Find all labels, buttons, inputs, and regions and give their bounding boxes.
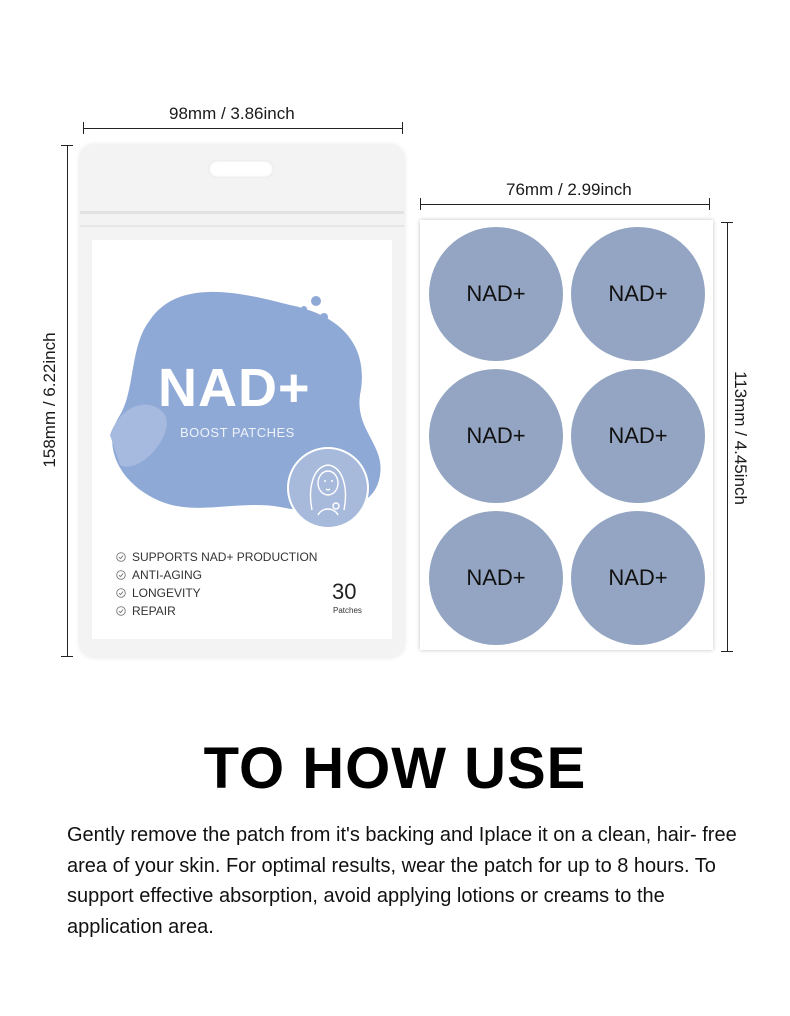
- sheet-width-label: 76mm / 2.99inch: [506, 180, 632, 199]
- feature-label: ANTI-AGING: [132, 568, 203, 582]
- sheet-width-line: [420, 204, 710, 205]
- check-circle-icon: [116, 606, 126, 616]
- patch-circle: NAD+: [571, 511, 705, 645]
- feature-item: [116, 566, 317, 584]
- feature-item: [116, 584, 317, 602]
- patch-circle: NAD+: [571, 369, 705, 503]
- patch-count: 30: [332, 579, 357, 604]
- sheet-width-tick-right: [709, 198, 710, 210]
- product-pouch: [80, 145, 404, 657]
- patch-circle: NAD+: [429, 511, 563, 645]
- feature-list: [116, 548, 317, 620]
- pouch-width-tick-right: [402, 122, 403, 134]
- droplet-icon: [320, 313, 328, 321]
- patch-circle: NAD+: [429, 369, 563, 503]
- check-circle-icon: [116, 552, 126, 562]
- sheet-height-line: [727, 222, 728, 652]
- check-circle-icon: [116, 570, 126, 580]
- sheet-height-tick-bottom: [721, 651, 733, 652]
- patch-circle: NAD+: [571, 227, 705, 361]
- patch-circle: NAD+: [429, 227, 563, 361]
- sheet-height-label: 113mm / 4.45inch: [731, 371, 750, 505]
- pouch-height-tick-bottom: [61, 656, 73, 657]
- usage-heading: TO HOW USE: [203, 736, 587, 801]
- pouch-height-line: [67, 145, 68, 657]
- pouch-width-label: 98mm / 3.86inch: [169, 104, 295, 123]
- check-circle-icon: [116, 588, 126, 598]
- pouch-height-label: 158mm / 6.22inch: [40, 332, 59, 468]
- droplet-icon: [301, 306, 307, 312]
- feature-label: LONGEVITY: [132, 586, 201, 600]
- brand-subtitle: BOOST PATCHES: [180, 425, 295, 440]
- feature-label: REPAIR: [132, 604, 176, 618]
- feature-item: [116, 548, 317, 566]
- patch-count-label: Patches: [333, 606, 362, 615]
- usage-instructions: Gently remove the patch from it's backing and Iplace it on a clean, hair- free area of your skin. For optimal results, wear the patch for up to 8 hours. To support effective absorption, avoid applying lotions or creams to the application area.: [67, 824, 737, 938]
- patch-sheet: [420, 220, 713, 650]
- pouch-width-line: [83, 128, 403, 129]
- feature-item: [116, 602, 317, 620]
- sheet-width-tick-left: [420, 198, 421, 210]
- brand-title: NAD+: [158, 358, 311, 418]
- sheet-height-tick-top: [721, 222, 733, 223]
- face-badge: [288, 448, 368, 528]
- pouch-width-tick-left: [83, 122, 84, 134]
- droplet-icon: [311, 296, 321, 306]
- pouch-height-tick-top: [61, 145, 73, 146]
- feature-label: SUPPORTS NAD+ PRODUCTION: [132, 550, 318, 564]
